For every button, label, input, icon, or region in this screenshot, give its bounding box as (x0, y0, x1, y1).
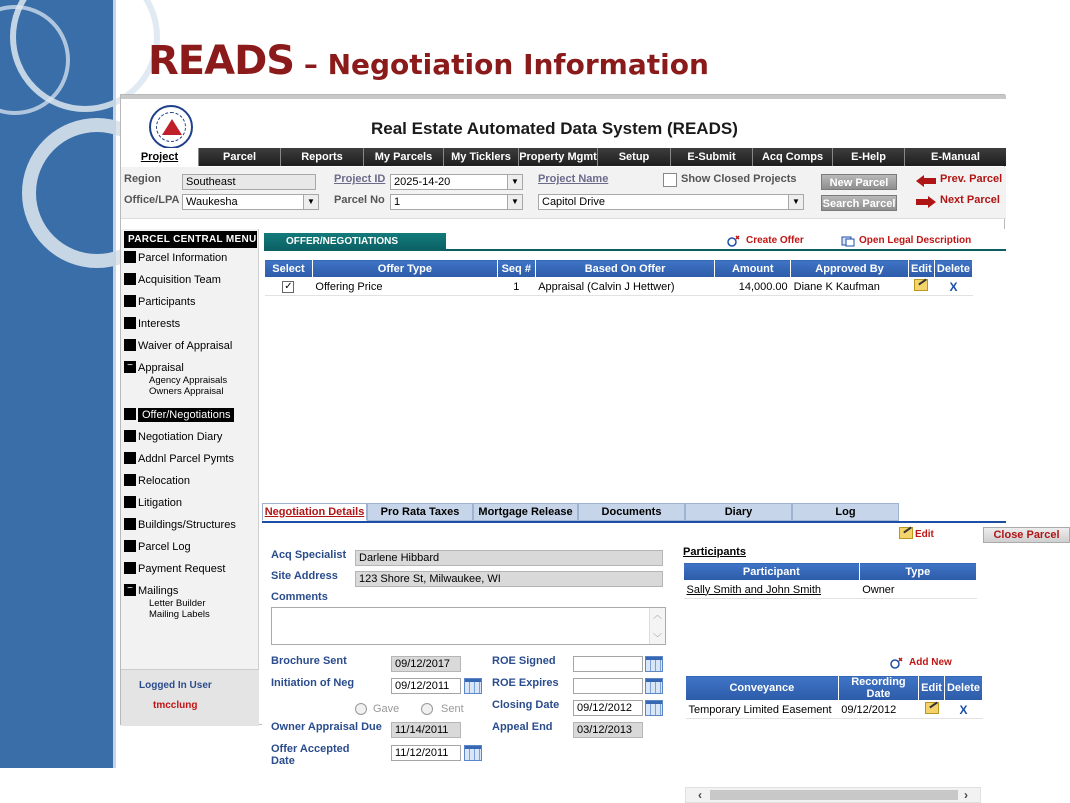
bullet-icon (124, 339, 136, 351)
sidebar-item-label: Appraisal (138, 362, 184, 374)
sent-label: Sent (441, 703, 464, 715)
col-delete: Delete (934, 260, 972, 278)
col-based-on-offer: Based On Offer (535, 260, 715, 278)
participant-cell[interactable]: Sally Smith and John Smith (684, 581, 860, 599)
menu-acq-comps[interactable]: Acq Comps (753, 148, 833, 166)
sidebar-item-parcel-log[interactable] (124, 539, 191, 555)
menu-e-help[interactable]: E-Help (833, 148, 905, 166)
delete-icon[interactable]: X (959, 702, 968, 717)
col-type: Type (859, 563, 976, 581)
slide-divider (113, 0, 116, 768)
offers-table (264, 259, 973, 296)
offer-type-cell: Offering Price (312, 278, 497, 296)
bullet-icon (124, 430, 136, 442)
add-new-icon[interactable] (889, 657, 903, 669)
parcel-no-label: Parcel No (334, 194, 385, 206)
conveyance-table (685, 675, 983, 719)
select-cell (265, 278, 313, 296)
office-value: Waukesha (186, 196, 238, 208)
detail-tabs (262, 503, 1006, 523)
owner-appraisal-due-label: Owner Appraisal Due (271, 721, 382, 733)
tab-mortgage-release[interactable]: Mortgage Release (473, 503, 578, 521)
edit-icon[interactable] (914, 279, 928, 291)
menu-reports[interactable]: Reports (281, 148, 364, 166)
calendar-icon[interactable] (645, 656, 663, 672)
open-document-icon[interactable] (841, 235, 855, 247)
bullet-icon (124, 496, 136, 508)
approved-by-cell: Diane K Kaufman (791, 278, 909, 296)
sidebar-subitem-agency-appraisals[interactable]: Agency Appraisals (149, 375, 228, 386)
col-amount: Amount (715, 260, 791, 278)
roe-signed-field[interactable] (573, 656, 643, 672)
reads-window (120, 94, 1060, 802)
col-select: Select (265, 260, 313, 278)
app-header (121, 99, 1006, 149)
bullet-icon (124, 474, 136, 486)
sidebar-item-litigation[interactable] (124, 495, 182, 511)
table-row[interactable] (686, 701, 983, 719)
project-filters (121, 167, 1006, 219)
bullet-icon (124, 317, 136, 329)
main-menu (121, 148, 1006, 166)
office-select[interactable] (182, 194, 319, 210)
sidebar-item-waiver-of-appraisal[interactable] (124, 338, 232, 354)
gave-radio[interactable] (355, 703, 367, 715)
scroll-right-icon[interactable]: › (964, 788, 968, 802)
site-address-label: Site Address (271, 570, 338, 582)
delete-cell (944, 701, 982, 719)
scroll-thumb[interactable] (710, 790, 958, 800)
sidebar-item-appraisal[interactable] (124, 360, 184, 376)
bullet-icon (124, 295, 136, 307)
sidebar-item-label: Parcel Information (138, 252, 228, 264)
project-id-label: Project ID (334, 173, 386, 185)
comments-label: Comments (271, 591, 328, 603)
bullet-icon (124, 518, 136, 530)
col-delete: Delete (944, 676, 982, 701)
search-parcel-button[interactable]: Search Parcel (821, 195, 897, 211)
sidebar-item-label: Waiver of Appraisal (138, 340, 233, 352)
type-cell: Owner (859, 581, 976, 599)
chevron-down-icon: ▼ (303, 195, 318, 209)
amount-cell: 14,000.00 (715, 278, 791, 296)
bullet-icon (124, 540, 136, 552)
horizontal-scrollbar[interactable] (685, 787, 981, 803)
collapse-icon[interactable]: − (124, 584, 136, 596)
logged-in-panel (121, 669, 259, 726)
gave-label: Gave (373, 703, 400, 715)
parcel-central-menu (121, 229, 259, 726)
bullet-icon (124, 251, 136, 263)
sidebar-item-parcel-information[interactable] (124, 250, 227, 266)
calendar-icon[interactable] (464, 678, 482, 694)
chevron-down-icon: ▼ (507, 195, 522, 209)
menu-heading: PARCEL CENTRAL MENU (124, 231, 257, 248)
sidebar-item-label: Mailings (138, 585, 179, 597)
sidebar-item-payment-request[interactable] (124, 561, 225, 577)
sidebar-item-label: Acquisition Team (138, 274, 221, 286)
project-id-value: 2025-14-20 (394, 176, 451, 188)
tab-log[interactable]: Log (792, 503, 899, 521)
create-offer-link[interactable]: Create Offer (746, 235, 804, 246)
next-parcel-link[interactable]: Next Parcel (940, 194, 1000, 206)
closing-date-field[interactable]: 09/12/2012 (573, 700, 643, 716)
col-offer-type: Offer Type (312, 260, 497, 278)
scroll-left-icon[interactable]: ‹ (698, 788, 702, 802)
col-edit: Edit (908, 260, 934, 278)
tab-pro-rata-taxes[interactable]: Pro Rata Taxes (367, 503, 473, 521)
calendar-icon[interactable] (645, 700, 663, 716)
sidebar-item-negotiation-diary[interactable] (124, 429, 222, 445)
offer-accepted-label-date: Date (271, 755, 295, 767)
chevron-down-icon: ▼ (788, 195, 803, 209)
table-row[interactable] (265, 278, 973, 296)
parcel-no-select[interactable] (390, 194, 523, 210)
initiation-of-neg-field[interactable]: 09/12/2011 (391, 678, 461, 694)
sidebar-item-mailings[interactable] (124, 583, 178, 599)
brochure-sent-field: 09/12/2017 (391, 656, 461, 672)
sidebar-item-label: Offer/Negotiations (138, 408, 234, 422)
menu-my-parcels[interactable]: My Parcels (364, 148, 444, 166)
prev-parcel-link[interactable]: Prev. Parcel (940, 173, 1003, 185)
recording-date-cell: 09/12/2012 (838, 701, 918, 719)
delete-cell (934, 278, 972, 296)
chevron-down-icon: ▼ (507, 175, 522, 189)
sidebar-subitem-mailing-labels[interactable]: Mailing Labels (149, 609, 210, 620)
sidebar-item-interests[interactable] (124, 316, 180, 332)
delete-icon[interactable]: X (949, 279, 958, 294)
menu-project[interactable]: Project (121, 148, 199, 166)
app-title: Real Estate Automated Data System (READS) (371, 119, 738, 138)
closing-date-label: Closing Date (492, 699, 560, 711)
bullet-icon (124, 452, 136, 464)
sidebar-item-label: Participants (138, 296, 196, 308)
region-label: Region (124, 173, 162, 185)
col-seq: Seq # (497, 260, 535, 278)
tab-negotiation-details[interactable]: Negotiation Details (262, 503, 367, 521)
roe-signed-label: ROE Signed (492, 655, 556, 667)
project-name-select[interactable] (538, 194, 804, 210)
arrow-left-icon[interactable] (916, 175, 936, 187)
textarea-scrollbar[interactable]: ︿ ﹀ (649, 608, 665, 644)
sidebar-item-label: Addnl Parcel Pymts (138, 453, 234, 465)
project-name-label: Project Name (538, 173, 609, 185)
sidebar-item-participants[interactable] (124, 294, 195, 310)
bullet-icon (124, 562, 136, 574)
col-participant: Participant (684, 563, 860, 581)
menu-parcel[interactable]: Parcel (199, 148, 281, 166)
acq-specialist-field: Darlene Hibbard (355, 550, 663, 566)
tab-diary[interactable]: Diary (685, 503, 792, 521)
sidebar-item-buildings-structures[interactable] (124, 517, 236, 533)
select-checkbox[interactable]: ✓ (284, 281, 293, 292)
project-id-select[interactable] (390, 174, 523, 190)
menu-my-ticklers[interactable]: My Ticklers (444, 148, 519, 166)
roe-expires-label: ROE Expires (492, 677, 559, 689)
participants-heading[interactable]: Participants (683, 546, 746, 558)
edit-link[interactable]: Edit (915, 529, 934, 540)
logged-in-label: Logged In User (139, 680, 212, 691)
project-name-value: Capitol Drive (542, 196, 605, 208)
close-parcel-button[interactable]: Close Parcel (983, 527, 1070, 543)
bullet-icon (124, 273, 136, 285)
collapse-icon[interactable]: − (124, 361, 136, 373)
menu-setup[interactable]: Setup (598, 148, 671, 166)
col-conveyance: Conveyance (686, 676, 839, 701)
arrow-right-icon[interactable] (916, 196, 936, 208)
appeal-end-label: Appeal End (492, 721, 553, 733)
sidebar-item-label: Payment Request (138, 563, 226, 575)
add-new-link[interactable]: Add New (909, 657, 952, 668)
site-address-field: 123 Shore St, Milwaukee, WI (355, 571, 663, 587)
show-closed-label: Show Closed Projects (681, 173, 797, 185)
office-label: Office/LPA (124, 194, 180, 206)
bullet-icon (124, 408, 136, 420)
initiation-of-neg-label: Initiation of Neg (271, 677, 355, 689)
sidebar-item-label: Relocation (138, 475, 190, 487)
open-legal-description-link[interactable]: Open Legal Description (859, 235, 972, 246)
slide-title-main: READS (148, 38, 295, 84)
sidebar-item-addnl-parcel-pymts[interactable] (124, 451, 234, 467)
sidebar-item-offer-negotiations[interactable] (124, 407, 234, 423)
show-closed-checkbox[interactable] (663, 173, 677, 187)
sidebar-item-label: Litigation (138, 497, 183, 509)
sidebar-subitem-letter-builder[interactable]: Letter Builder (149, 598, 206, 609)
col-edit: Edit (919, 676, 945, 701)
sidebar-item-acquisition-team[interactable] (124, 272, 221, 288)
region-field[interactable]: Southeast (182, 174, 316, 190)
calendar-icon[interactable] (464, 745, 482, 761)
table-row[interactable] (684, 581, 977, 599)
new-parcel-button[interactable]: New Parcel (821, 174, 897, 190)
main-content (262, 229, 1060, 802)
edit-cell (908, 278, 934, 296)
offer-accepted-field[interactable]: 11/12/2011 (391, 745, 461, 761)
sidebar-item-label: Negotiation Diary (138, 431, 223, 443)
menu-e-manual[interactable]: E-Manual (931, 151, 980, 163)
edit-icon[interactable] (899, 527, 913, 539)
sidebar-item-relocation[interactable] (124, 473, 190, 489)
col-approved-by: Approved By (791, 260, 909, 278)
slide-title (148, 38, 709, 84)
participants-table (683, 562, 977, 599)
slide-side-panel (0, 0, 113, 768)
offer-accepted-label: Offer Accepted (271, 743, 350, 755)
seq-cell: 1 (497, 278, 535, 296)
sidebar-item-label: Buildings/Structures (138, 519, 236, 531)
brochure-sent-label: Brochure Sent (271, 655, 347, 667)
menu-property-mgmt[interactable]: Property Mgmt (519, 148, 598, 166)
acq-specialist-label: Acq Specialist (271, 549, 347, 561)
sidebar-item-label: Parcel Log (138, 541, 191, 553)
calendar-icon[interactable] (645, 678, 663, 694)
conveyance-cell: Temporary Limited Easement (686, 701, 839, 719)
comments-textarea[interactable] (271, 607, 666, 645)
edit-cell (919, 701, 945, 719)
sidebar-subitem-owners-appraisal[interactable]: Owners Appraisal (149, 386, 224, 397)
col-recording-date: Recording Date (838, 676, 918, 701)
section-tab-offer-negotiations: OFFER/NEGOTIATIONS (264, 233, 446, 251)
create-offer-icon[interactable] (726, 235, 740, 247)
logged-in-user: tmcclung (153, 700, 198, 711)
edit-icon[interactable] (925, 702, 939, 714)
appeal-end-field: 03/12/2013 (573, 722, 643, 738)
dot-logo-icon (149, 105, 193, 149)
slide-title-sub: – Negotiation Information (294, 48, 709, 81)
menu-e-submit[interactable]: E-Submit (671, 148, 753, 166)
based-on-cell: Appraisal (Calvin J Hettwer) (535, 278, 715, 296)
sent-radio[interactable] (421, 703, 433, 715)
sidebar-item-label: Interests (138, 318, 181, 330)
parcel-no-value: 1 (394, 196, 401, 208)
roe-expires-field[interactable] (573, 678, 643, 694)
tab-documents[interactable]: Documents (578, 503, 685, 521)
owner-appraisal-due-field: 11/14/2011 (391, 722, 461, 738)
